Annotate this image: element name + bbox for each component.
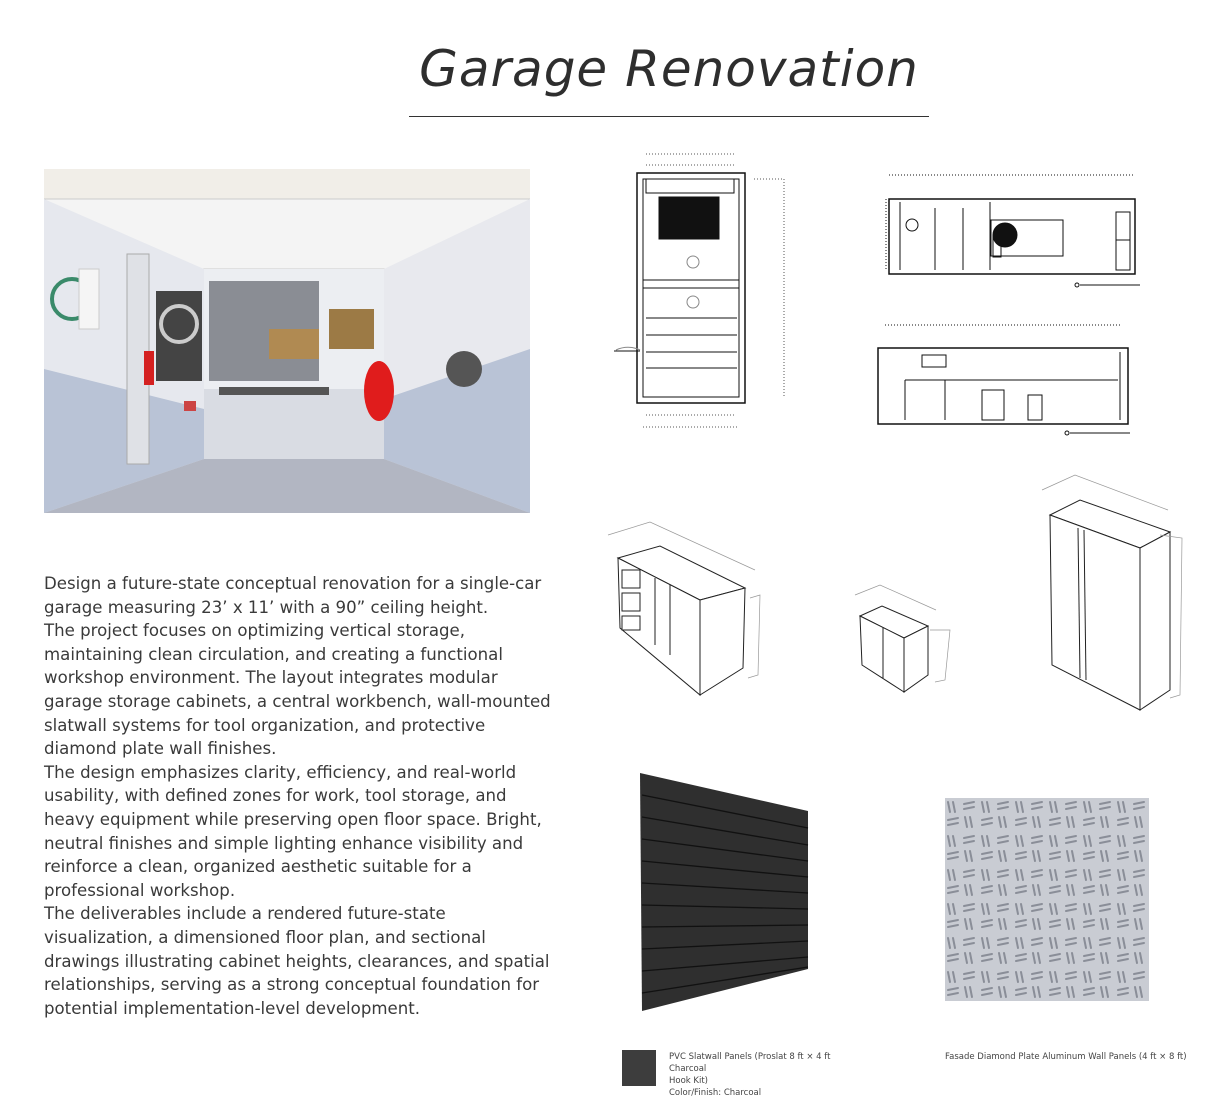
title-underline [409, 116, 929, 117]
slatwall-caption [669, 1051, 869, 1099]
floor-plan-and-elevations [600, 140, 1160, 440]
description-paragraph: The design emphasizes clarity, efficiency, and real-world usability, with defined zones for work, tool storage, and heavy equipment while preserving open floor space. Bright, neutral finishes and simple lighting enhance visibility and reinforce a clean, organized aesthetic suitable for a professional workshop. [44, 762, 542, 900]
page-title: Garage Renovation [419, 40, 919, 98]
slatwall-product-name-cont: Hook Kit) [669, 1076, 709, 1086]
charcoal-color-swatch [622, 1050, 656, 1086]
project-description [44, 572, 554, 1020]
slatwall-panel-image [640, 773, 810, 1013]
diamond-plate-caption: Fasade Diamond Plate Aluminum Wall Panels (4 ft × 8 ft) [945, 1052, 1187, 1062]
garage-rendering [44, 169, 530, 513]
cabinet-drawings [600, 470, 1200, 720]
description-paragraph: Design a future-state conceptual renovation for a single-car garage measuring 23’ x 11’ with a 90” ceiling height. [44, 574, 542, 617]
slatwall-finish: Color/Finish: Charcoal [669, 1088, 762, 1098]
slatwall-product-name: PVC Slatwall Panels (Proslat 8 ft × 4 ft Charcoal [669, 1052, 831, 1074]
description-paragraph: The deliverables include a rendered future-state visualization, a dimensioned floor plan, and sectional drawings illustrating cabinet heights, clearances, and spatial relationships, serving as a strong conceptual foundation for potential implementation-level development. [44, 904, 550, 1018]
diamond-plate-image [945, 798, 1149, 1001]
description-paragraph: The project focuses on optimizing vertical storage, maintaining clean circulation, and creating a functional workshop environment. The layout integrates modular garage storage cabinets, a central workbench, wall-mounted slatwall systems for tool organization, and protective diamond plate wall finishes. [44, 621, 551, 759]
